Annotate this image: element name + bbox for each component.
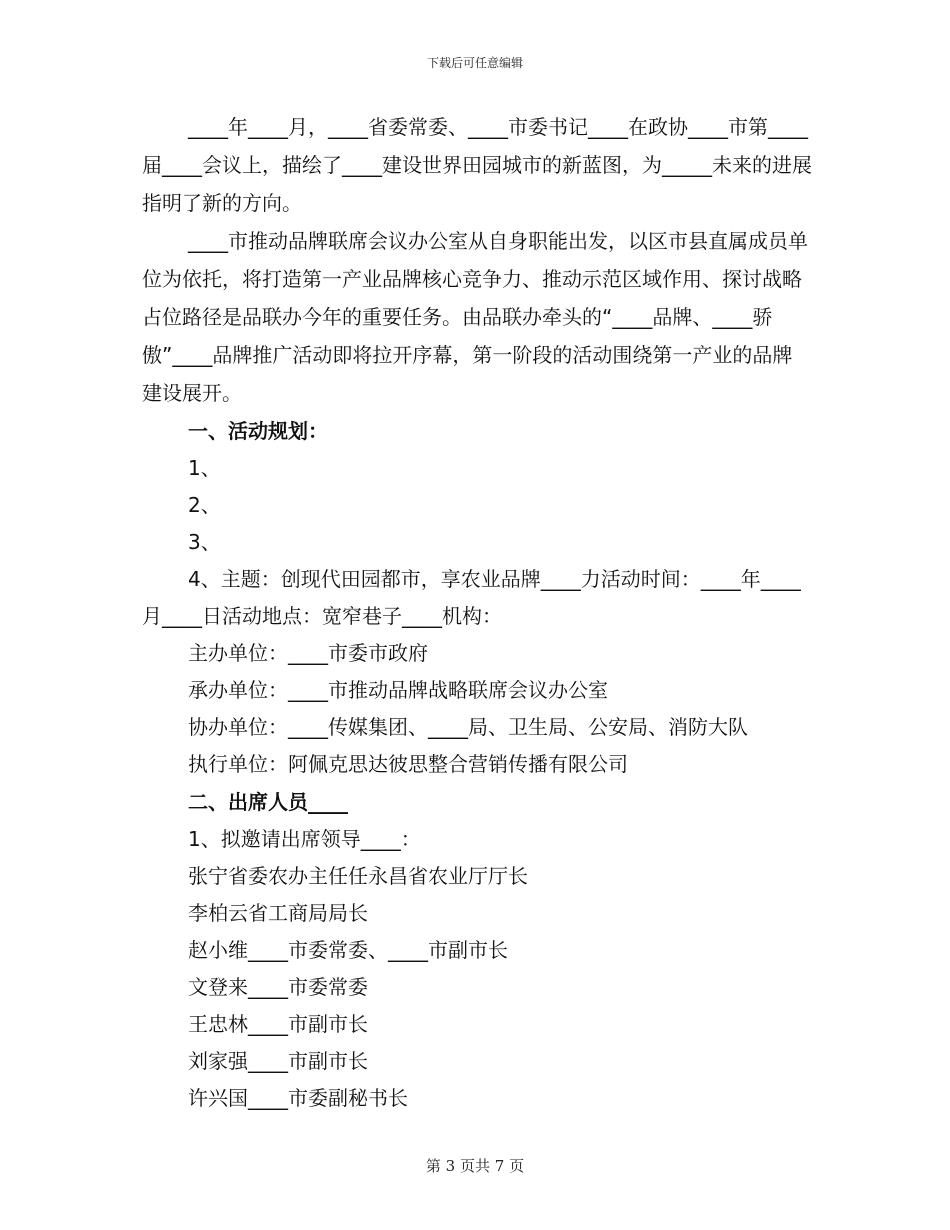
unit-organizer: 承办单位：____市推动品牌战略联席会议办公室 — [188, 678, 608, 702]
unit-co-organizer: 协办单位：____传媒集团、____局、卫生局、公安局、消防大队 — [188, 715, 748, 739]
plan-item-1: 1、 — [188, 456, 221, 480]
section-heading-attendees: 二、出席人员____ — [188, 790, 348, 814]
attendee-line: 刘家强____市副市长 — [188, 1049, 368, 1073]
page-header: 下载后可任意编辑 — [426, 56, 523, 70]
section-heading-plan: 一、活动规划： — [188, 419, 328, 443]
attendee-line: 文登来____市委常委 — [188, 975, 368, 999]
attendee-line: 赵小维____市委常委、____市副市长 — [188, 938, 508, 962]
page-footer: 第 3 页共 7 页 — [425, 1157, 525, 1175]
paragraph-intro: ____年____月，____省委常委、____市委书记____在政协____市第____届____会议上，描绘了____建设世界田园城市的新蓝图，为_____未来的进展指明了新的方向。 — [142, 115, 812, 215]
paragraph-background: ____市推动品牌联席会议办公室从自身职能出发，以区市县直属成员单位为依托，将打造第一产业品牌核心竞争力、推动示范区域作用、探讨战略占位路径是品联办今年的重要任务。由品联办牵头的“____品牌、____骄傲”____品牌推广活动即将拉开序幕，第一阶段的活动围绕第一产业的品牌建设展开。 — [142, 229, 808, 405]
plan-item-3: 3、 — [188, 530, 221, 554]
attendees-subheading: 1、拟邀请出席领导____： — [188, 827, 421, 851]
plan-item-2: 2、 — [188, 493, 221, 517]
attendee-line: 李柏云省工商局局长 — [188, 901, 368, 925]
attendee-line: 张宁省委农办主任任永昌省农业厅厅长 — [188, 864, 528, 888]
unit-host: 主办单位：____市委市政府 — [188, 641, 428, 665]
unit-executor: 执行单位：阿佩克思达彼思整合营销传播有限公司 — [188, 752, 628, 776]
attendee-line: 许兴国____市委副秘书长 — [188, 1086, 408, 1110]
document-body — [142, 108, 812, 1117]
attendee-line: 王忠林____市副市长 — [188, 1012, 368, 1036]
plan-item-4: 4、主题：创现代田园都市，享农业品牌____力活动时间：____年____月____日活动地点：宽窄巷子____机构： — [142, 567, 801, 628]
